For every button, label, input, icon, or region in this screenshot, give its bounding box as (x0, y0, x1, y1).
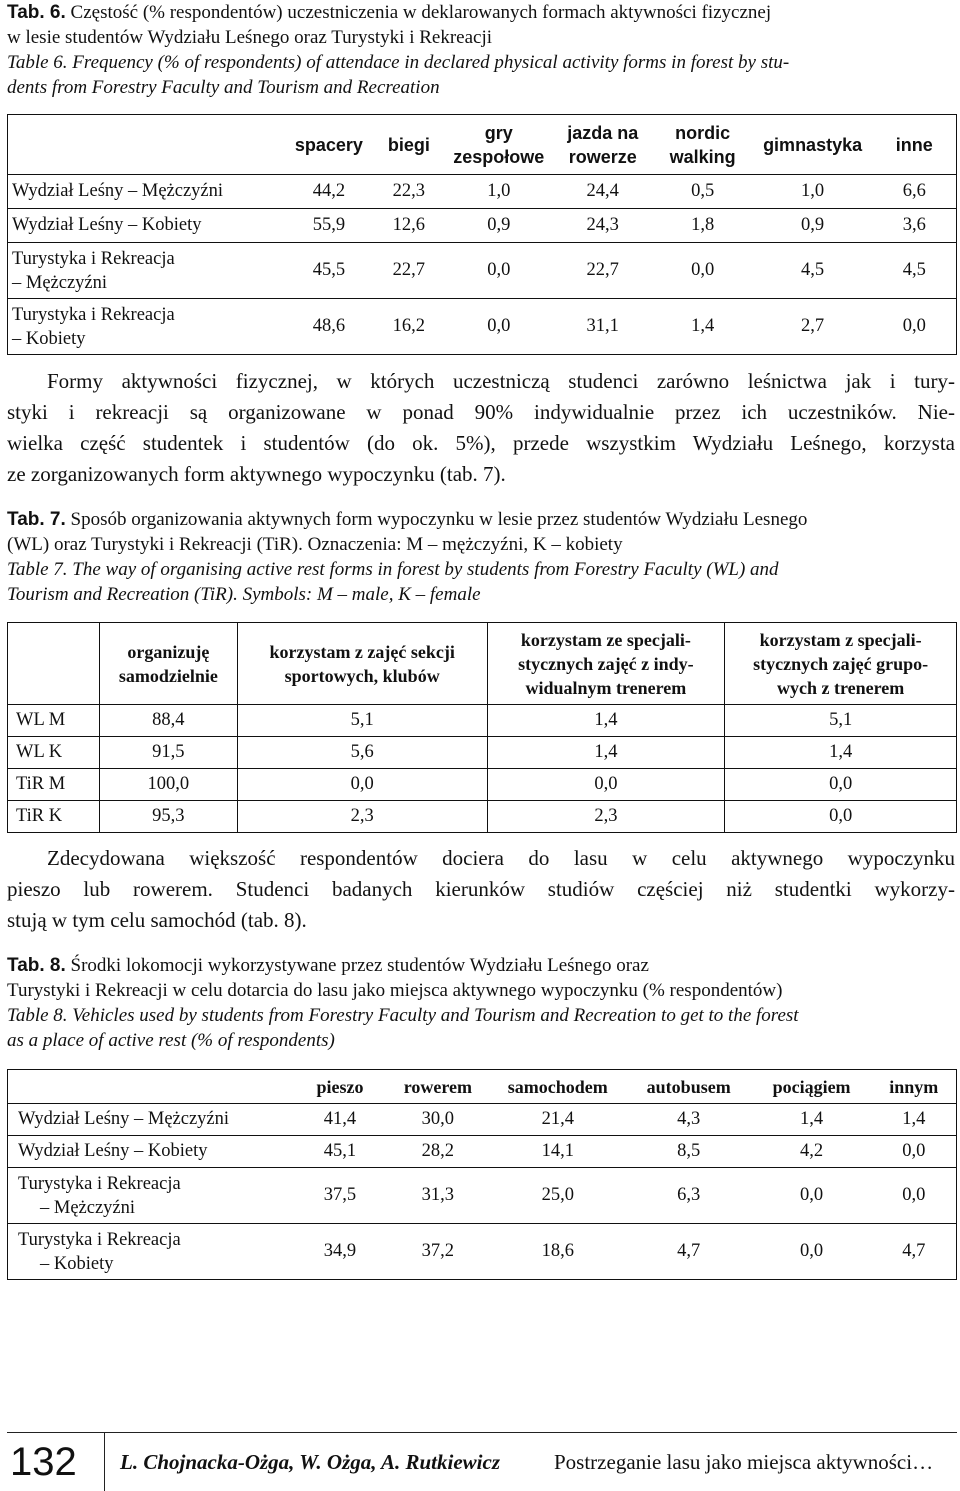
table-row (8, 1136, 957, 1168)
table-7-title-en-line1: Table 7. The way of organising active rest forms in forest by students from Forestry Faculty (WL) and (7, 559, 779, 580)
table-6-header-cell: gimnastyka (763, 134, 863, 155)
table-8-title-pl-line1: Środki lokomocji wykorzystywane przez studentów Wydziału Leśnego oraz (70, 955, 649, 976)
table-8-label-pl: Tab. 8. (7, 955, 66, 976)
table-6-label-en: Table 6. (7, 52, 68, 73)
table-cell: 16,2 (392, 316, 426, 336)
table-cell: 30,0 (421, 1109, 455, 1129)
table-8 (7, 1069, 957, 1280)
table-cell: 4,3 (677, 1109, 701, 1129)
table-6-title-pl-line1: Częstość (% respondentów) uczestniczenia w deklarowanych formach aktywności fizycznej (70, 2, 772, 23)
table-cell: 1,4 (487, 737, 725, 769)
table-6-row-label: Wydział Leśny – Kobiety (12, 215, 202, 235)
table-6-title-en-line2: dents from Forestry Faculty and Tourism and Recreation (7, 77, 440, 98)
table-cell: 95,3 (99, 801, 237, 833)
table-cell: 24,3 (586, 215, 619, 235)
paragraph-line: styki i rekreacji są organizowane w ponad 90% indywidualnie przez ich uczestników. Nie- (7, 400, 955, 424)
table-8-header-row (8, 1070, 957, 1104)
table-cell: 21,4 (541, 1109, 574, 1129)
table-cell: 88,4 (99, 705, 237, 737)
table-cell: 5,6 (237, 737, 487, 769)
table-cell: 8,5 (677, 1141, 701, 1161)
paragraph-line: ze zorganizowanych form aktywnego wypoczynku (tab. 7). (7, 462, 506, 486)
table-8-header-cell: samochodem (507, 1076, 608, 1097)
table-cell: 1,8 (691, 215, 715, 235)
table-cell: 91,5 (99, 737, 237, 769)
table-cell: 25,0 (541, 1185, 574, 1205)
table-8-title-en-line1: Table 8. Vehicles used by students from Forestry Faculty and Tourism and Recreation to get to the forest (7, 1005, 799, 1026)
table-cell: 0,0 (800, 1185, 824, 1205)
table-7-title-pl-line2: (WL) oraz Turystyki i Rekreacji (TiR). Oznaczenia: M – mężczyźni, K – kobiety (7, 534, 623, 555)
table-6-header-cell: nordic walking (669, 122, 736, 167)
table-cell: 1,4 (691, 316, 715, 336)
table-6-header-cell: gry zespołowe (453, 122, 545, 167)
footer-authors: L. Chojnacka-Ożga, W. Ożga, A. Rutkiewicz (120, 1450, 500, 1474)
table-8-row-label: Wydział Leśny – Kobiety (18, 1141, 208, 1161)
table-7-title-en-line2: Tourism and Recreation (TiR). Symbols: M – male, K – female (7, 584, 481, 605)
table-cell: 100,0 (99, 769, 237, 801)
table-8-header-cell: rowerem (403, 1076, 473, 1097)
paragraph-line: wielka część studentek i studentów (do ok. 5%), przede wszystkim Wydziału Leśnego, korzysta (7, 431, 955, 455)
table-row (8, 1104, 957, 1136)
table-cell: 24,4 (586, 181, 619, 201)
table-7-label-pl: Tab. 7. (7, 509, 66, 530)
table-cell: 0,0 (800, 1241, 824, 1261)
table-cell: 14,1 (541, 1141, 574, 1161)
table-6-row-label: Turystyka i Rekreacja – Kobiety (12, 304, 175, 349)
body-paragraph-2 (7, 843, 955, 936)
footer-rule (7, 1432, 957, 1433)
table-cell: 28,2 (421, 1141, 455, 1161)
table-6-header-cell: spacery (294, 134, 363, 155)
table-cell: 2,7 (801, 316, 825, 336)
table-cell: 4,2 (800, 1141, 824, 1161)
table-cell: 5,1 (829, 710, 853, 730)
table-8-row-label: Turystyka i Rekreacja – Mężczyźni (18, 1173, 181, 1218)
paragraph-line: Formy aktywności fizycznej, w których uczestniczą studenci zarówno leśnictwa jak i tury- (47, 369, 955, 393)
table-6-row-label: Turystyka i Rekreacja – Mężczyźni (12, 248, 175, 293)
table-cell: 48,6 (312, 316, 346, 336)
table-7-row-label: WL K (8, 737, 100, 769)
table-6-caption (7, 0, 950, 100)
table-cell: 0,0 (829, 774, 853, 794)
table-7-header-cell: organizuję samodzielnie (99, 623, 237, 705)
table-cell: 1,4 (829, 742, 853, 762)
table-7-header-row (8, 623, 957, 705)
table-cell: 0,0 (487, 260, 511, 280)
table-7-corner-cell (8, 623, 100, 705)
table-7 (7, 622, 957, 833)
table-cell: 37,2 (421, 1241, 455, 1261)
table-cell: 45,5 (312, 260, 346, 280)
table-cell: 0,0 (487, 769, 725, 801)
table-cell: 22,3 (392, 181, 426, 201)
table-cell: 0,9 (801, 215, 825, 235)
table-8-title-pl-line2: Turystyki i Rekreacji w celu dotarcia do lasu jako miejsca aktywnego wypoczynku (% respondentów) (7, 980, 783, 1001)
table-cell: 0,0 (902, 1185, 926, 1205)
table-7-title-pl-line1: Sposób organizowania aktywnych form wypoczynku w lesie przez studentów Wydziału Lesnego (70, 509, 808, 530)
table-6-row-label: Wydział Leśny – Mężczyźni (12, 181, 224, 201)
table-cell: 0,0 (829, 806, 853, 826)
table-7-header-cell: korzystam ze specjali- stycznych zajęć z indy- widualnym trenerem (487, 623, 725, 705)
table-cell: 41,4 (323, 1109, 357, 1129)
table-cell: 0,5 (691, 181, 715, 201)
table-row (8, 175, 957, 209)
table-8-title-en-line2: as a place of active rest (% of respondents) (7, 1030, 335, 1051)
table-row (8, 1224, 957, 1280)
table-7-header-cell: korzystam z zajęć sekcji sportowych, klubów (237, 623, 487, 705)
table-cell: 44,2 (312, 181, 346, 201)
table-cell: 0,0 (237, 769, 487, 801)
table-cell: 0,9 (487, 215, 511, 235)
table-7-row-label: TiR K (8, 801, 100, 833)
table-7-row-label: TiR M (8, 769, 100, 801)
table-8-row-label: Wydział Leśny – Mężczyźni (18, 1109, 230, 1129)
footer-separator (104, 1432, 105, 1491)
table-8-corner-cell (8, 1070, 295, 1104)
table-cell: 55,9 (312, 215, 346, 235)
table-6-header-row (8, 115, 957, 175)
table-cell: 6,3 (677, 1185, 701, 1205)
table-row (8, 801, 957, 833)
table-row (8, 1168, 957, 1224)
table-row (8, 209, 957, 243)
table-cell: 1,4 (902, 1109, 926, 1129)
table-cell: 1,4 (487, 705, 725, 737)
table-6-title-en-line1: Frequency (% of respondents) of attendace in declared physical activity forms in forest by stu- (72, 52, 790, 73)
table-row (8, 769, 957, 801)
table-cell: 37,5 (323, 1185, 357, 1205)
paragraph-line: pieszo lub rowerem. Studenci badanych kierunków studiów częściej niż studentki wykorzy- (7, 877, 955, 901)
running-title: Postrzeganie lasu jako miejsca aktywności… (554, 1450, 934, 1474)
table-6-label-pl: Tab. 6. (7, 2, 66, 23)
table-cell: 1,0 (801, 181, 825, 201)
table-row (8, 243, 957, 299)
table-cell: 4,5 (801, 260, 825, 280)
table-row (8, 737, 957, 769)
table-cell: 22,7 (392, 260, 426, 280)
table-cell: 0,0 (487, 316, 511, 336)
table-cell: 3,6 (902, 215, 926, 235)
table-6-title-pl-line2: w lesie studentów Wydziału Leśnego oraz Turystyki i Rekreacji (7, 27, 493, 48)
table-cell: 4,7 (902, 1241, 926, 1261)
table-cell: 34,9 (323, 1241, 357, 1261)
table-cell: 0,0 (691, 260, 715, 280)
table-cell: 0,0 (902, 1141, 926, 1161)
table-cell: 22,7 (586, 260, 619, 280)
table-8-header-cell: innym (889, 1076, 939, 1097)
body-paragraph-1 (7, 366, 955, 490)
table-cell: 0,0 (902, 316, 926, 336)
table-cell: 18,6 (541, 1241, 574, 1261)
table-cell: 1,4 (800, 1109, 824, 1129)
table-cell: 1,0 (487, 181, 511, 201)
table-cell: 31,1 (586, 316, 619, 336)
table-cell: 2,3 (237, 801, 487, 833)
table-cell: 6,6 (902, 181, 926, 201)
table-cell: 4,7 (677, 1241, 701, 1261)
table-6 (7, 114, 957, 355)
table-8-header-cell: pociągiem (772, 1076, 851, 1097)
table-7-header-cell: korzystam z specjali- stycznych zajęć grupo- wych z trenerem (753, 629, 929, 698)
table-6-header-cell: biegi (387, 134, 430, 155)
table-row (8, 299, 957, 355)
table-cell: 45,1 (323, 1141, 357, 1161)
table-8-header-cell: autobusem (646, 1076, 731, 1097)
table-cell: 12,6 (392, 215, 426, 235)
table-cell: 5,1 (237, 705, 487, 737)
table-6-header-cell: jazda na rowerze (567, 122, 639, 167)
paragraph-line: Zdecydowana większość respondentów dociera do lasu w celu aktywnego wypoczynku (47, 846, 955, 870)
table-8-header-cell: pieszo (316, 1076, 364, 1097)
table-7-row-label: WL M (8, 705, 100, 737)
table-8-caption (7, 953, 950, 1053)
table-6-header-cell: inne (895, 134, 933, 155)
table-row (8, 705, 957, 737)
table-cell: 31,3 (421, 1185, 455, 1205)
paragraph-line: stują w tym celu samochód (tab. 8). (7, 908, 307, 932)
table-cell: 4,5 (902, 260, 926, 280)
table-6-corner-cell (8, 115, 285, 175)
table-cell: 2,3 (487, 801, 725, 833)
table-8-row-label: Turystyka i Rekreacja – Kobiety (18, 1229, 181, 1274)
table-7-caption (7, 507, 950, 607)
page-number: 132 (10, 1440, 77, 1484)
